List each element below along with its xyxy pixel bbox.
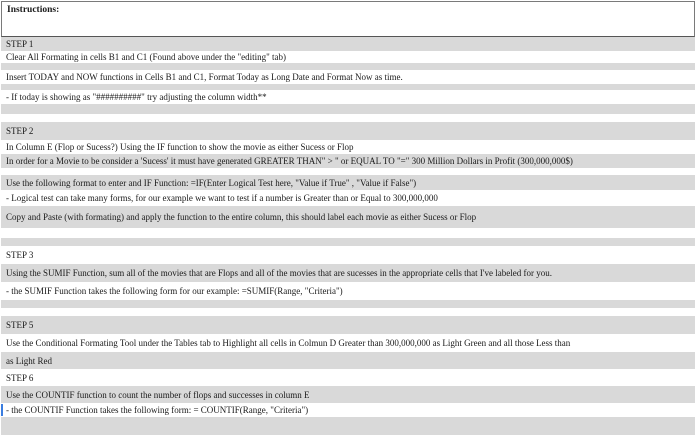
sheet-row[interactable] [1,282,695,300]
sheet-row[interactable] [1,403,695,417]
row-text: - the COUNTIF Function takes the following form: = COUNTIF(Range, "Criteria") [6,405,309,415]
row-text: Insert TODAY and NOW functions in Cells B1 and C1, Format Today as Long Date and Format Now as time. [6,72,403,82]
row-text: STEP 6 [6,372,34,383]
sheet-row[interactable] [1,63,695,70]
sheet-row[interactable] [1,300,695,308]
sheet-row[interactable] [1,104,695,114]
sheet-row[interactable] [1,122,695,140]
row-text: In Column E (Flop or Sucess?) Using the IF function to show the movie as either Sucess or Flop [6,142,354,152]
sheet-row[interactable] [1,206,695,228]
row-text: STEP 2 [6,126,34,136]
row-text: - Logical test can take many forms, for our example we want to test if a number is Greater than or Equal to 300,000,000 [6,193,438,203]
row-text: - the SUMIF Function takes the following form for our example: =SUMIF(Range, "Criteria") [6,286,343,296]
sheet-row[interactable] [1,334,695,352]
sheet-row[interactable] [1,369,695,386]
sheet-row[interactable] [1,114,695,122]
sheet-row[interactable] [1,386,695,403]
row-text: - If today is showing as "##########" try adjusting the column width** [6,92,267,102]
text-cursor [1,404,3,416]
sheet-row[interactable] [1,70,695,84]
row-text: Use the Conditional Formating Tool under the Tables tab to Highlight all cells in Colmun D Greater than 300,000,000 as Light Green and all those Less than [6,338,571,348]
row-text: Copy and Paste (with formating) and apply the function to the entire column, this should label each movie as either Sucess or Flop [6,212,477,222]
sheet-row[interactable] [1,140,695,154]
sheet-row[interactable] [1,316,695,334]
row-text: STEP 5 [6,320,34,330]
instructions-title: Instructions: [7,5,60,15]
sheet-row[interactable] [1,37,695,51]
sheet-row-empty[interactable] [1,417,695,435]
row-text: Using the SUMIF Function, sum all of the movies that are Flops and all of the movies that are sucesses in the appropriate cells that I've labeled for you. [6,268,552,278]
sheet-row[interactable] [1,168,695,175]
sheet-row[interactable] [1,246,695,264]
sheet-row[interactable] [1,308,695,316]
row-text: Use the COUNTIF function to count the number of flops and successes in column E [6,389,310,400]
row-text: Clear All Formating in cells B1 and C1 (Found above under the "editing" tab) [6,52,287,62]
instructions-header-cell[interactable] [1,1,695,37]
sheet-row[interactable] [1,238,695,246]
sheet-row[interactable] [1,154,695,168]
sheet-row[interactable] [1,352,695,369]
row-text: Use the following format to enter and IF Function: =IF(Enter Logical Test here, "Value if True" , "Value if False") [6,177,417,188]
row-text: as Light Red [6,355,52,366]
sheet-row[interactable] [1,228,695,238]
row-text: In order for a Movie to be consider a 'Sucess' it must have generated GREATER THAN" > " or EQUAL TO "=" 300 Million Dollars in Profit (300,000,000$) [6,156,573,166]
sheet-row[interactable] [1,175,695,190]
row-text: STEP 3 [6,250,34,260]
sheet-row[interactable] [1,90,695,104]
row-text: STEP 1 [6,39,34,49]
sheet-row[interactable] [1,264,695,282]
sheet-row[interactable] [1,51,695,63]
sheet-row[interactable] [1,190,695,206]
